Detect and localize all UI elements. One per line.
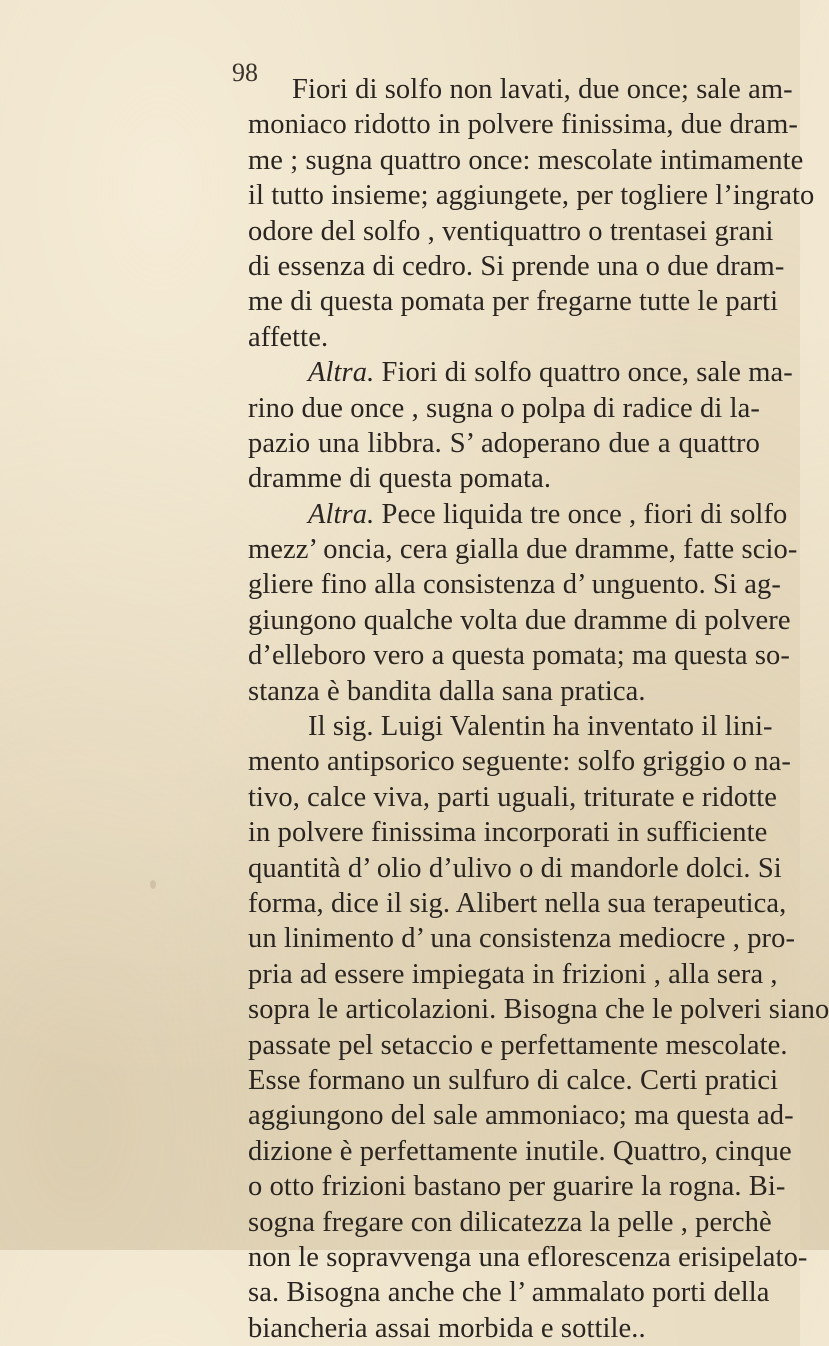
text-line: Altra. Pece liquida tre once , fiori di solfo [308, 498, 788, 530]
text-line: di essenza di cedro. Si prende una o due dram- [248, 250, 785, 282]
text-line: forma, dice il sig. Alibert nella sua terapeutica, [248, 887, 787, 919]
text-line: non le sopravvenga una eflorescenza erisipelato- [248, 1241, 808, 1273]
text-line: dramme di questa pomata. [248, 463, 552, 495]
text-line: il tutto insieme; aggiungete, per togliere l’ingrato [248, 180, 815, 212]
body-text [248, 72, 829, 1346]
text-line: gliere fino alla consistenza d’ unguento. Si ag- [248, 569, 781, 601]
text-line: sogna fregare con dilicatezza la pelle , perchè [248, 1206, 772, 1238]
text-line: quantità d’ olio d’ulivo o di mandorle dolci. Si [248, 852, 782, 884]
text-line: me ; sugna quattro once: mescolate intimamente [248, 144, 804, 176]
text-line: sa. Bisogna anche che l’ ammalato porti della [248, 1277, 770, 1309]
text-line: sopra le articolazioni. Bisogna che le polveri siano [248, 994, 829, 1026]
text-line: me di questa pomata per fregarne tutte le parti [248, 286, 779, 318]
text-line: mento antipsorico seguente: solfo griggio o na- [248, 746, 791, 778]
text-line: pria ad essere impiegata in frizioni , alla sera , [248, 958, 778, 990]
text-line: aggiungono del sale ammoniaco; ma questa ad- [248, 1100, 794, 1132]
text-line: affette. [248, 321, 329, 353]
text-line: Altra. Fiori di solfo quattro once, sale ma- [308, 357, 793, 389]
text-line: un linimento d’ una consistenza mediocre , pro- [248, 923, 796, 955]
text-line: moniaco ridotto in polvere finissima, due dram- [248, 109, 799, 141]
text-line: dizione è perfettamente inutile. Quattro, cinque [248, 1135, 792, 1167]
text-line: giungono qualche volta due dramme di polvere [248, 604, 791, 636]
text-line: pazio una libbra. S’ adoperano due a quattro [248, 427, 760, 459]
text-line: passate pel setaccio e perfettamente mescolate. [248, 1029, 788, 1061]
text-line: rino due once , sugna o polpa di radice di la- [248, 392, 760, 424]
text-line: Fiori di solfo non lavati, due once; sale am- [292, 74, 793, 105]
recipe-heading: Altra. [308, 357, 375, 389]
text-line: d’elleboro vero a questa pomata; ma questa so- [248, 640, 790, 672]
text-line: tivo, calce viva, parti uguali, triturate e ridotte [248, 781, 777, 813]
text-line: in polvere finissima incorporati in sufficiente [248, 817, 768, 849]
paper-stain [150, 880, 156, 889]
text-line: stanza è bandita dalla sana pratica. [248, 675, 646, 707]
recipe-heading: Altra. [308, 498, 375, 530]
text-line: Esse formano un sulfuro di calce. Certi pratici [248, 1064, 779, 1096]
text-line: o otto frizioni bastano per guarire la rogna. Bi- [248, 1171, 786, 1203]
text-line: mezz’ oncia, cera gialla due dramme, fatte scio- [248, 534, 798, 566]
text-line: odore del solfo , ventiquattro o trentasei grani [248, 215, 774, 247]
text-line: Il sig. Luigi Valentin ha inventato il lini- [308, 711, 773, 743]
page-number: 98 [232, 58, 258, 87]
text-line: biancheria assai morbida e sottile.. [248, 1312, 646, 1344]
